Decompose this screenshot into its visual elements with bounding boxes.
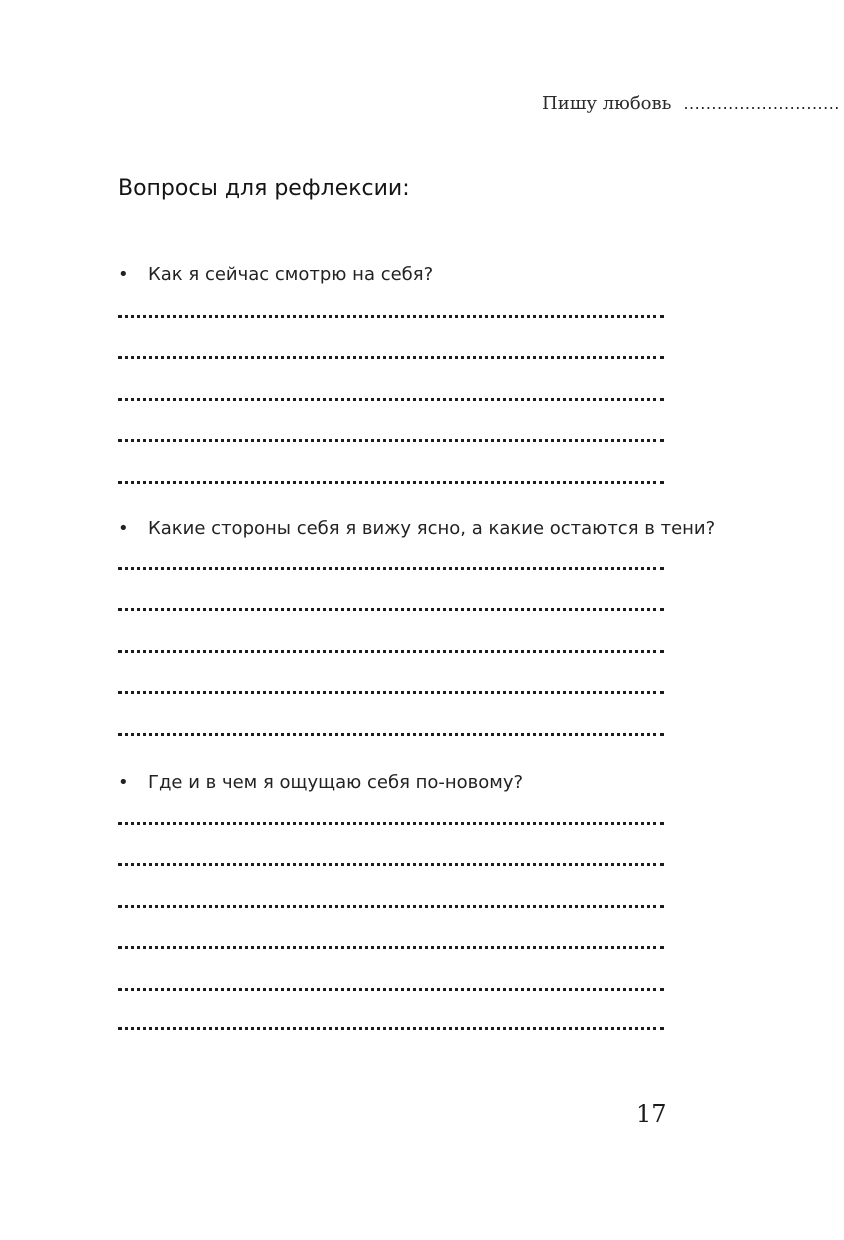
answer-line[interactable] bbox=[118, 567, 664, 570]
question-1 bbox=[118, 264, 678, 285]
answer-line[interactable] bbox=[118, 398, 664, 401]
bullet-icon: • bbox=[118, 264, 129, 285]
answer-line[interactable] bbox=[118, 863, 664, 866]
section-title: Вопросы для рефлексии: bbox=[118, 176, 410, 201]
answer-line[interactable] bbox=[118, 315, 664, 318]
question-text: Где и в чем я ощущаю себя по-новому? bbox=[148, 772, 524, 793]
page-number: 17 bbox=[636, 1100, 667, 1128]
question-2 bbox=[118, 518, 716, 539]
answer-line[interactable] bbox=[118, 691, 664, 694]
question-text: Как я сейчас смотрю на себя? bbox=[148, 264, 434, 285]
answer-line[interactable] bbox=[118, 481, 664, 484]
question-text: Какие стороны себя я вижу ясно, а какие остаются в тени? bbox=[148, 518, 716, 539]
answer-line[interactable] bbox=[118, 733, 664, 736]
running-title-dots: ............................ bbox=[683, 94, 840, 113]
answer-line[interactable] bbox=[118, 356, 664, 359]
answer-line[interactable] bbox=[118, 822, 664, 825]
running-header bbox=[542, 93, 844, 117]
answer-line[interactable] bbox=[118, 946, 664, 949]
answer-line[interactable] bbox=[118, 988, 664, 991]
answer-line[interactable] bbox=[118, 439, 664, 442]
answer-line[interactable] bbox=[118, 1027, 664, 1030]
bullet-icon: • bbox=[118, 772, 129, 793]
running-title: Пишу любовь bbox=[542, 93, 672, 114]
answer-line[interactable] bbox=[118, 608, 664, 611]
bullet-icon: • bbox=[118, 518, 129, 539]
answer-line[interactable] bbox=[118, 905, 664, 908]
question-3 bbox=[118, 772, 678, 793]
answer-line[interactable] bbox=[118, 650, 664, 653]
